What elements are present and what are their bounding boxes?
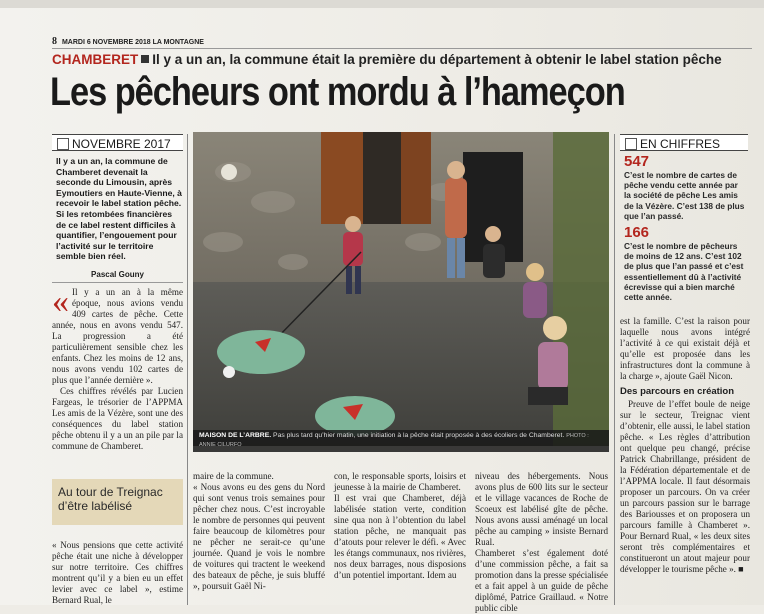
left-box-lead: Il y a un an, la commune de Chamberet devenait la seconde du Limousin, après Eymoutiers en Haute-Vienne, à recevoir le label station pêche. Si les retombées financières de ce label restent difficiles à quantifier, l’engouement pour l’activité sur le territoire semble bien réel. xyxy=(56,156,182,262)
kicker-text: Il y a un an, la commune était la première du département à obtenir le label station pêche xyxy=(152,52,722,67)
column-1-paragraph-2: Ces chiffres révélés par Lucien Fargeas, le trésorier de l’APPMA Les amis de la Vézère, sont une des conséquences du label station pêche obtenu il y a un an pile par la commune de Chamberet. xyxy=(52,386,183,451)
photo xyxy=(193,132,609,446)
column-4: niveau des hébergements. Nous avons plus de 600 lits sur le secteur et le village vacances de Roche de Scoeux est labélisé gîte de pêche. Nous avons aussi aménagé un local pêche au camping » insiste Bernard Rual. Chamberet s’est également doté d’une commission pêche, a fait sa promotion dans la presse spécialisée et a fait appel à un guide de pêche diplômé, Patrice Graillaud. « Notre public cible xyxy=(475,471,608,613)
page-header xyxy=(52,36,752,49)
gold-box-text: « Nous pensions que cette activité pêche était une niche à développer sur notre territoire. Ces chiffres montrent qu’il y a bien eu un effet levier avec ce label », estime Bernard Rual, le xyxy=(52,540,183,605)
square-bullet-icon xyxy=(141,55,149,63)
right-column xyxy=(620,316,750,605)
column-1 xyxy=(52,283,183,473)
stat-number-1: 547 xyxy=(624,153,650,170)
kicker xyxy=(52,52,752,70)
stats-title-bar xyxy=(620,134,748,151)
photo-credit: PHOTO : ANNIE CILURFO xyxy=(199,433,589,448)
column-divider xyxy=(614,134,615,605)
left-box-title: NOVEMBRE 2017 xyxy=(72,137,171,151)
subhead: Des parcours en création xyxy=(620,386,735,397)
stat-text-1: C’est le nombre de cartes de pêche vendu cette année par la société de pêche Les amis de la Vézère. C’est 138 de plus que l’an passé. xyxy=(624,170,745,221)
column-2: maire de la commune. « Nous avons eu des gens du Nord qui sont venus trois semaines pour pêcher chez nous. C’est incroyable le nombre de personnes qui peuvent faire beaucoup de kilomètres pour ne pêcher ne serait-ce qu’une journée. Quand je vois le nombre de voitures qui tractent le weekend des bateaux de pêche, je suis bluffé », poursuit Gaël Ni- xyxy=(193,471,325,591)
checkbox-square-icon xyxy=(57,138,69,150)
stats-title: EN CHIFFRES xyxy=(640,137,721,151)
page-edge xyxy=(0,0,764,8)
caption-text: Pas plus tard qu’hier matin, une initiation à la pêche était proposée à des écoliers de Chamberet. xyxy=(273,432,565,439)
gold-box xyxy=(52,479,183,525)
stat-text-2: C’est le nombre de pêcheurs de moins de 12 ans. C’est 102 de plus que l’an passé et c’est essentiellement dû à l’activité écrevisse qui a bien marché cette année. xyxy=(624,241,744,303)
stat-number-2: 166 xyxy=(624,224,650,242)
left-box-title-bar xyxy=(52,134,183,151)
column-3: con, le responsable sports, loisirs et jeunesse à la mairie de Chamberet. Il est vrai que Chamberet, déjà labélisée station verte, condition sine qua non à l’obtention du label station pêche, ne manquait pas d’atouts pour relever le défi. « Avec les étangs communaux, nos rivières, nos deux barrages, nous disposions d’un potentiel important. Idem au xyxy=(334,471,466,580)
column-divider xyxy=(187,134,188,605)
author-byline: Pascal Gouny xyxy=(52,270,183,283)
headline: Les pêcheurs ont mordu à l’hameçon xyxy=(50,70,625,114)
caption-title: MAISON DE L’ARBRE. xyxy=(199,432,272,439)
photo-caption xyxy=(193,430,609,452)
children-fishing-photo xyxy=(193,132,609,446)
checkbox-square-icon xyxy=(625,138,637,150)
dropcap: « xyxy=(52,283,69,320)
right-paragraph-1: est la famille. C’est la raison pour laquelle nous avons intégré l’activité à ce qui existait déjà et qu’elle est proposée dans les infrastructures dont la commune à la charge », ajoute Gaël Nicon. xyxy=(620,316,750,381)
page-number: 8 xyxy=(52,36,57,47)
date-line: MARDI 6 NOVEMBRE 2018 LA MONTAGNE xyxy=(61,39,204,46)
kicker-place: CHAMBERET xyxy=(52,52,139,67)
column-1-paragraph-1: Il y a un an à la même époque, nous avions vendu 409 cartes de pêche. Cette année, nous en avons vendu 547. La progression a été particulièrement sensible chez les enfants. Chez les moins de 12 ans, nous avons vendu 102 cartes de plus que l’année dernière ». xyxy=(52,287,183,385)
gold-box-title: Au tour de Treignac d’être labélisé xyxy=(58,485,163,513)
right-paragraph-2: Preuve de l’effet boule de neige sur le secteur, Treignac vient d’obtenir, elle aussi, le label station pêche. « Les règles d’attribution ont quelque peu changé, précise Patrick Chabrillange, président de la Fédération départementale et de l’APPMA locale. Il faut désormais proposer un parcours. On va créer un parcours passion sur le barrage des Bariousses et on proposera un parcours famille à Chamberet ». Pour Bernard Rual, « les deux sites seront très complémentaires et constitueront un atout majeur pour développer le tourisme pêche ». ■ xyxy=(620,399,750,574)
stats-block xyxy=(624,154,746,314)
